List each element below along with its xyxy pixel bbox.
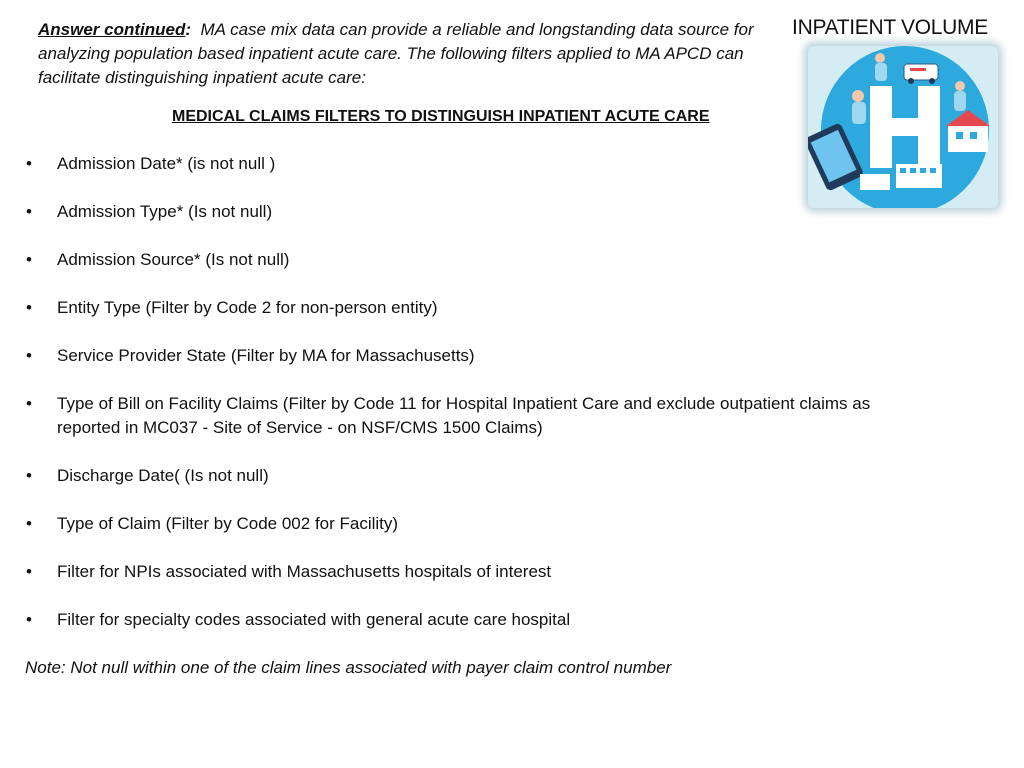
bullet-marker: • [26, 562, 32, 581]
bullet-marker: • [26, 250, 32, 269]
list-item-text: Type of Claim (Filter by Code 002 for Facility) [57, 514, 399, 533]
intro-lead: Answer continued [38, 20, 186, 39]
bullet-marker: • [26, 514, 32, 533]
list-item-text: Filter for NPIs associated with Massachusetts hospitals of interest [57, 562, 552, 581]
bullet-marker: • [26, 154, 32, 173]
footnote: Note: Not null within one of the claim lines associated with payer claim control number [25, 658, 672, 677]
page-title: INPATIENT VOLUME [792, 16, 988, 39]
bullet-marker: • [26, 346, 32, 365]
list-item [26, 392, 886, 440]
list-item-text: Discharge Date( (Is not null) [57, 466, 269, 485]
list-item-text: Filter for specialty codes associated with general acute care hospital [57, 610, 571, 629]
list-item [26, 152, 886, 176]
list-item [26, 464, 886, 488]
bullet-marker: • [26, 466, 32, 485]
list-item-text: Service Provider State (Filter by MA for Massachusetts) [57, 346, 475, 365]
list-item [26, 344, 886, 368]
list-item-text: Admission Source* (Is not null) [57, 250, 290, 269]
intro-paragraph [38, 18, 758, 90]
list-item [26, 296, 886, 320]
list-item [26, 608, 886, 632]
list-item [26, 512, 886, 536]
list-item [26, 248, 886, 272]
list-item-text: Entity Type (Filter by Code 2 for non-person entity) [57, 298, 438, 317]
bullet-marker: • [26, 298, 32, 317]
bullet-marker: • [26, 394, 32, 413]
list-item-text: Admission Type* (Is not null) [57, 202, 273, 221]
intro-text: MA case mix data can provide a reliable and longstanding data source for analyzing population based inpatient acute care. The following filters applied to MA APCD can facilitate distinguishing inpatient acute care: [38, 20, 759, 87]
bullet-marker: • [26, 202, 32, 221]
intro-colon: : [185, 20, 192, 39]
list-item-text: Admission Date* (is not null ) [57, 154, 276, 173]
list-item [26, 560, 886, 584]
section-heading: MEDICAL CLAIMS FILTERS TO DISTINGUISH INPATIENT ACUTE CARE [172, 108, 710, 125]
bullet-marker: • [26, 610, 32, 629]
list-item [26, 200, 886, 224]
filter-list [26, 152, 886, 656]
list-item-text: Type of Bill on Facility Claims (Filter by Code 11 for Hospital Inpatient Care and exclude outpatient claims as reported in MC037 - Site of Service - on NSF/CMS 1500 Claims) [57, 394, 871, 437]
